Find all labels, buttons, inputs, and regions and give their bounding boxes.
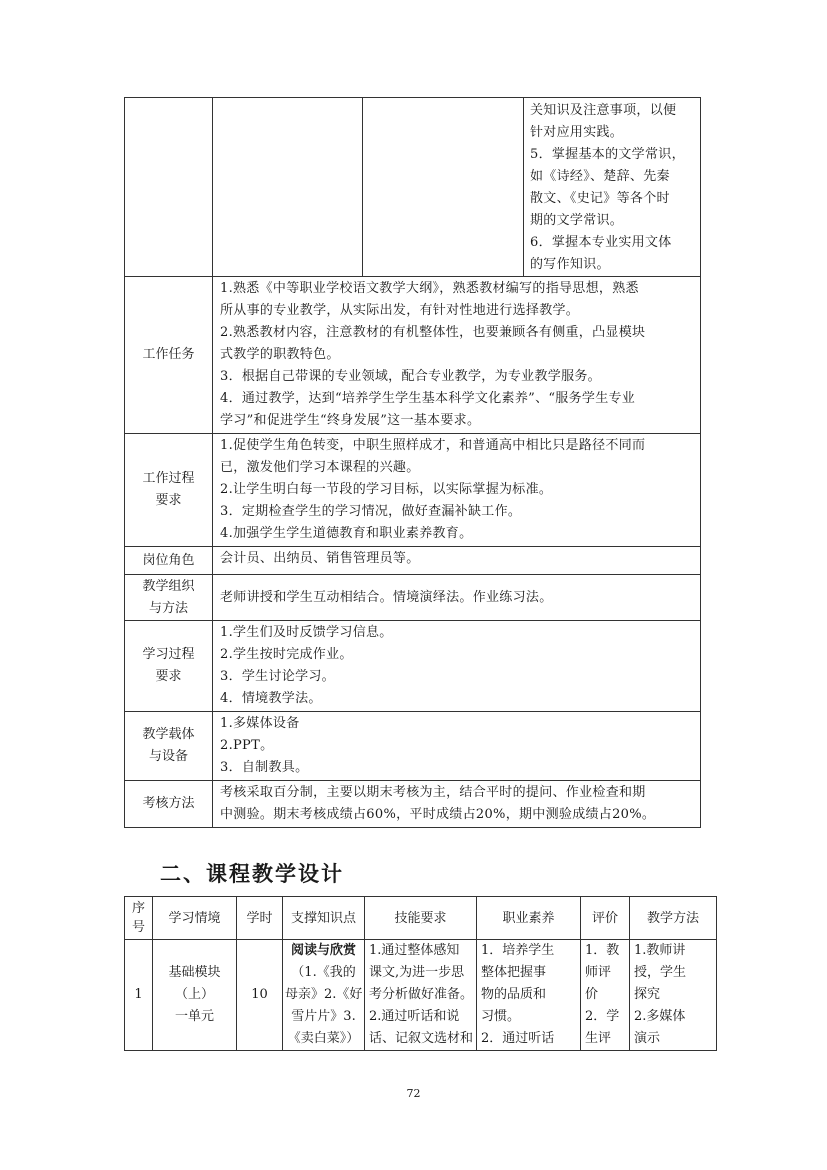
text-line: 2．通过听话 xyxy=(481,1031,555,1046)
label-line: 工作过程 xyxy=(142,471,195,486)
text-line: 2.多媒体 xyxy=(634,1009,686,1024)
text-line: 1．教 xyxy=(585,943,620,958)
header-situation: 学习情境 xyxy=(153,897,237,940)
text-line: 期的文学常识。 xyxy=(530,213,624,228)
continued-empty-cell xyxy=(363,98,524,277)
row-label xyxy=(125,277,213,434)
header-skills: 技能要求 xyxy=(365,897,477,940)
text-line: 1.熟悉《中等职业学校语文教学大纲》，熟悉教材编写的指导思想，熟悉 xyxy=(220,281,639,296)
row-label xyxy=(125,547,213,575)
text-line: 考核采取百分制，主要以期末考核为主，结合平时的提问、作业检查和期 xyxy=(220,785,646,800)
text-line: 授，学生 xyxy=(634,965,687,980)
text-line: 1．培养学生 xyxy=(481,943,555,958)
row-label xyxy=(125,434,213,547)
header-method: 教学方法 xyxy=(630,897,717,940)
text-line: 式教学的职教特色。 xyxy=(220,347,340,362)
header-evaluation: 评价 xyxy=(581,897,630,940)
text-line: 母亲》2.《好 xyxy=(285,987,363,1002)
cell-situation xyxy=(153,940,237,1051)
text-line: 1.多媒体设备 xyxy=(220,716,300,731)
header-line: 号 xyxy=(131,920,145,935)
row-label xyxy=(125,575,213,621)
label-line: 与方法 xyxy=(148,600,188,616)
text-line: 2.通过听话和说 xyxy=(369,1009,460,1024)
row-content xyxy=(213,547,701,575)
text-line: 老师讲授和学生互动相结合。情境演绎法。作业练习法。 xyxy=(220,589,553,605)
text-line: 5．掌握基本的文学常识， xyxy=(530,147,685,162)
text-line: 1.促使学生角色转变，中职生照样成才，和普通高中相比只是路径不同而 xyxy=(220,438,646,453)
label-line: 学习过程 xyxy=(142,647,195,662)
cell-hours: 10 xyxy=(237,940,283,1051)
text-line: 1.学生们及时反馈学习信息。 xyxy=(220,625,393,640)
row-job-roles xyxy=(125,547,701,575)
text-line: 师评 xyxy=(585,965,612,980)
row-content xyxy=(213,434,701,547)
continued-empty-cell xyxy=(213,98,363,277)
row-teaching-organization xyxy=(125,575,701,621)
label-line: 教学载体 xyxy=(142,727,195,742)
text-line: 课文,为进一步思 xyxy=(369,965,465,980)
text-line: 已，激发他们学习本课程的兴趣。 xyxy=(220,460,420,475)
section-title: 二、课程教学设计 xyxy=(160,862,344,886)
cell-seq: 1 xyxy=(125,940,153,1051)
text-line: 雪片片》3. xyxy=(291,1009,356,1024)
row-label xyxy=(125,781,213,828)
text-line: 习惯。 xyxy=(481,1009,521,1024)
label-line: 工作任务 xyxy=(142,347,195,362)
text-line: 演示 xyxy=(634,1031,661,1046)
cell-knowledge xyxy=(283,940,365,1051)
text-line: 3．定期检查学生的学习情况，做好查漏补缺工作。 xyxy=(220,504,522,519)
text-line: 1.教师讲 xyxy=(634,943,686,958)
text-line: 整体把握事 xyxy=(481,965,547,980)
text-line: 所从事的专业教学，从实际出发，有针对性地进行选择教学。 xyxy=(220,303,580,318)
text-line: 4.加强学生学生道德教育和职业素养教育。 xyxy=(220,526,473,541)
row-content xyxy=(213,621,701,712)
cell-evaluation xyxy=(581,940,630,1051)
text-line: 会计员、出纳员、销售管理员等。 xyxy=(220,551,420,566)
row-learning-process xyxy=(125,621,701,712)
row-content xyxy=(213,781,701,828)
row-assessment xyxy=(125,781,701,828)
text-line: 针对应用实践。 xyxy=(530,125,624,140)
continued-row xyxy=(125,98,701,277)
row-work-tasks xyxy=(125,277,701,434)
label-line: 教学组织 xyxy=(142,578,195,594)
cell-method xyxy=(630,940,717,1051)
text-line: 一单元 xyxy=(174,1009,214,1024)
label-line: 岗位角色 xyxy=(142,552,195,568)
text-line: （上） xyxy=(174,987,214,1002)
text-line: 2.熟悉教材内容，注意教材的有机整体性，也要兼顾各有侧重，凸显模块 xyxy=(220,325,646,340)
text-line: 生评 xyxy=(585,1031,612,1046)
knowledge-title: 阅读与欣赏 xyxy=(290,943,356,958)
text-line: 3．学生讨论学习。 xyxy=(220,669,335,684)
text-line: 学习”和促进学生“终身发展”这一基本要求。 xyxy=(220,413,481,428)
header-line: 序 xyxy=(131,901,145,916)
row-content xyxy=(213,575,701,621)
header-literacy: 职业素养 xyxy=(477,897,581,940)
text-line: 2.PPT。 xyxy=(220,738,274,753)
text-line: 6．掌握本专业实用文体 xyxy=(530,235,672,250)
cell-skills xyxy=(365,940,477,1051)
text-line: 3．根据自己带课的专业领域，配合专业教学，为专业教学服务。 xyxy=(220,369,601,384)
course-design-table xyxy=(124,896,717,1051)
text-line: 中测验。期末考核成绩占60%，平时成绩占20%，期中测验成绩占20%。 xyxy=(220,807,656,822)
header-knowledge: 支撑知识点 xyxy=(283,897,365,940)
text-line: 物的品质和 xyxy=(481,987,547,1002)
row-process-requirements xyxy=(125,434,701,547)
header-hours: 学时 xyxy=(237,897,283,940)
text-line: 2.让学生明白每一节段的学习目标，以实际掌握为标准。 xyxy=(220,482,553,497)
row-label xyxy=(125,621,213,712)
cell-literacy xyxy=(477,940,581,1051)
text-line: 4．情境教学法。 xyxy=(220,691,322,706)
text-line: 的写作知识。 xyxy=(530,257,610,272)
continued-knowledge-cell xyxy=(524,98,701,277)
row-label xyxy=(125,712,213,781)
label-line: 考核方法 xyxy=(142,796,195,811)
text-line: 2．学 xyxy=(585,1009,620,1024)
row-teaching-carriers xyxy=(125,712,701,781)
row-content xyxy=(213,712,701,781)
text-line: 探究 xyxy=(634,987,661,1002)
text-line: 1.通过整体感知 xyxy=(369,943,460,958)
text-line: 《卖白菜》） xyxy=(287,1031,360,1046)
table-row xyxy=(125,940,717,1051)
header-seq xyxy=(125,897,153,940)
text-line: 3．自制教具。 xyxy=(220,760,309,775)
label-line: 与设备 xyxy=(148,749,188,764)
continued-empty-cell xyxy=(125,98,213,277)
text-line: 如《诗经》、楚辞、先秦 xyxy=(530,169,670,184)
row-content xyxy=(213,277,701,434)
header-row xyxy=(125,897,717,940)
text-line: 4．通过教学，达到“培养学生学生基本科学文化素养”、“服务学生专业 xyxy=(220,391,636,406)
label-line: 要求 xyxy=(155,493,182,508)
text-line: 考分析做好准备。 xyxy=(369,987,474,1002)
text-line: （1.《我的 xyxy=(291,965,356,980)
course-info-table xyxy=(124,97,701,828)
page-number: 72 xyxy=(406,1087,421,1100)
text-line: 话、记叙文选材和 xyxy=(369,1031,474,1046)
text-line: 价 xyxy=(585,987,599,1002)
text-line: 2.学生按时完成作业。 xyxy=(220,647,353,662)
text-line: 散文、《史记》等各个时 xyxy=(530,191,670,206)
label-line: 要求 xyxy=(155,669,182,684)
text-line: 基础模块 xyxy=(168,965,221,980)
text-line: 关知识及注意事项，以便 xyxy=(530,103,677,118)
